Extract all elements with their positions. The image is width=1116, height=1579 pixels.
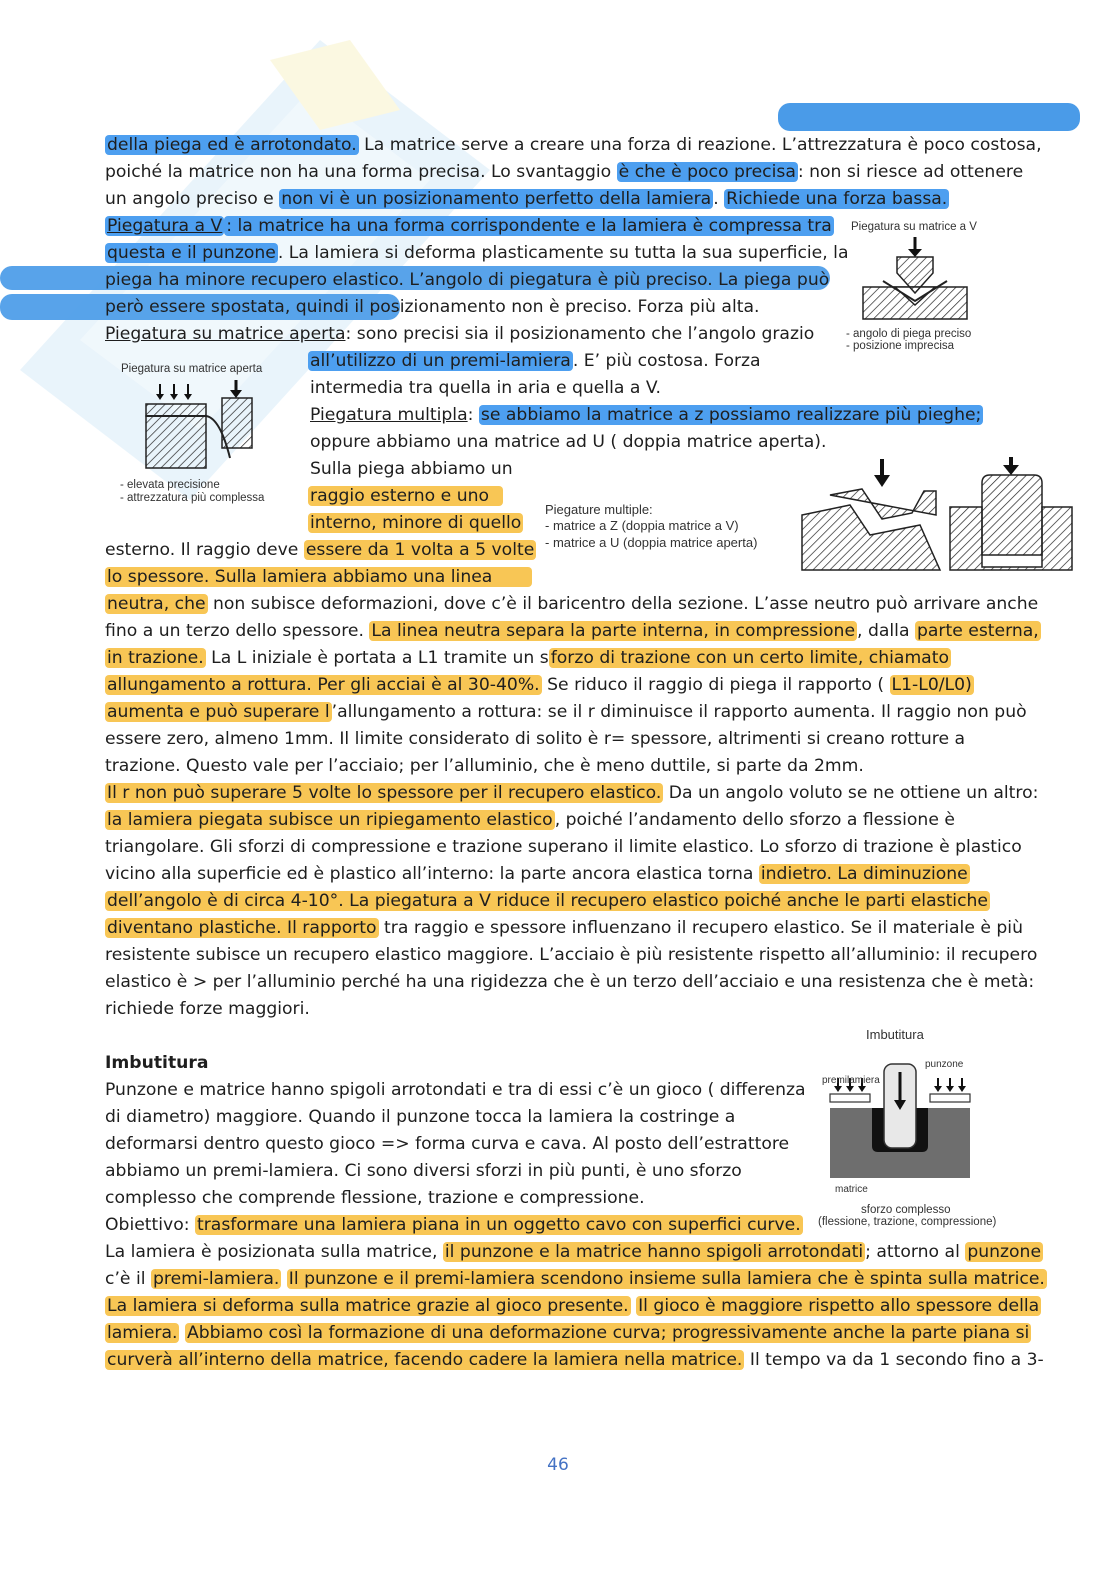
text-line: di diametro) maggiore. Quando il punzone tocca la lamiera la costringe a	[105, 1107, 736, 1127]
text-line: essere zero, almeno 1mm. Il limite considerato di solito è r= spessore, altrimenti si creano rotture a	[105, 729, 966, 749]
figure-caption: Imbutitura	[866, 1027, 924, 1042]
highlight-stroke	[778, 103, 1080, 131]
open-die-diagram	[140, 378, 270, 473]
figure-note: (flessione, trazione, compressione)	[818, 1216, 997, 1228]
text-line: esterno. Il raggio deve essere da 1 volta a 5 volte	[105, 540, 535, 560]
figure-label: matrice	[835, 1184, 868, 1195]
text-line: neutra, che non subisce deformazioni, dove c’è il baricentro della sezione. L’asse neutro può arrivare anche	[107, 594, 1039, 614]
text-line: all’utilizzo di un premi-lamiera . E’ più costosa. Forza	[310, 351, 761, 371]
figure-note: - matrice a Z (doppia matrice a V)	[545, 518, 739, 533]
text-line: poiché la matrice non ha una forma precisa. Lo svantaggio è che è poco precisa : non si riesce ad ottenere	[105, 162, 1024, 182]
figure-label: punzone	[925, 1059, 964, 1070]
figure-note: sforzo complesso	[861, 1204, 951, 1216]
text-line: lo spessore. Sulla lamiera abbiamo una linea	[105, 564, 532, 590]
text-line: dell’angolo è di circa 4-10°. La piegatura a V riduce il recupero elastico poiché anche le parti elastiche	[107, 891, 989, 911]
text-line: piega ha minore recupero elastico. L’angolo di piegatura è più preciso. La piega può	[105, 270, 830, 290]
figure-note: - matrice a U (doppia matrice aperta)	[545, 535, 758, 550]
text-line: diventano plastiche. Il rapporto tra raggio e spessore influenzano il recupero elastico. Se il materiale è più	[107, 918, 1023, 938]
text-line: raggio esterno e uno	[308, 483, 503, 509]
text-line: curverà all’interno della matrice, facendo cadere la lamiera nella matrice. Il tempo va da 1 secondo fino a 3-	[107, 1350, 1044, 1370]
figure-label: premilamiera	[822, 1075, 880, 1086]
text-line: un angolo preciso e non vi è un posizionamento perfetto della lamiera . Richiede una forza bassa.	[105, 189, 948, 209]
text-line: fino a un terzo dello spessore. La linea neutra separa la parte interna, in compressione , dalla parte esterna,	[105, 621, 1039, 641]
v-die-diagram	[855, 235, 975, 325]
figure-caption: Piegatura su matrice aperta	[121, 363, 263, 375]
text-line: complesso che comprende flessione, trazione e compressione.	[105, 1188, 645, 1208]
text-line: deformarsi dentro questo gioco => forma curva e cava. Al posto dell’estrattore	[105, 1134, 790, 1154]
text-line: La lamiera è posizionata sulla matrice, il punzone e la matrice hanno spigoli arrotondati ; attorno al punzone	[105, 1242, 1042, 1262]
text-line: Il r non può superare 5 volte lo spessore per il recupero elastico. Da un angolo voluto se ne ottiene un altro:	[107, 783, 1039, 803]
text-line: interno, minore di quello	[310, 513, 522, 533]
text-line: Piegatura a V : la matrice ha una forma corrispondente e la lamiera è compressa tra	[107, 216, 832, 236]
text-line: intermedia tra quella in aria e quella a V.	[310, 378, 661, 398]
text-line: resistente subisce un recupero elastico maggiore. L’acciaio è più resistente rispetto all’alluminio: il recupero	[105, 945, 1038, 965]
text-line: Piegatura multipla: se abbiamo la matrice a z possiamo realizzare più pieghe;	[310, 405, 982, 425]
text-line: la lamiera piegata subisce un ripiegamento elastico , poiché l’andamento dello sforzo a flessione è	[107, 810, 955, 830]
page-number: 46	[547, 1455, 569, 1475]
figure-note: - angolo di piega preciso	[846, 328, 972, 340]
text-line: Sulla piega abbiamo un	[310, 459, 513, 479]
text-line: in trazione. La L iniziale è portata a L1 tramite un s forzo di trazione con un certo limite, chiamato	[107, 648, 949, 668]
text-line: oppure abbiamo una matrice ad U ( doppia matrice aperta).	[310, 432, 827, 452]
text-line: aumenta e può superare l ’allungamento a rottura: se il r diminuisce il rapporto aumenta. Il raggio non può	[107, 702, 1027, 722]
multiple-bend-diagram	[800, 455, 1075, 573]
text-line: La lamiera si deforma sulla matrice grazie al gioco presente. Il gioco è maggiore rispetto allo spessore della	[107, 1296, 1040, 1316]
text-line: Obiettivo: trasformare una lamiera piana in un oggetto cavo con superfici curve.	[105, 1215, 801, 1235]
text-line: c’è il premi-lamiera. Il punzone e il premi-lamiera scendono insieme sulla lamiera che è spinta sulla matrice.	[105, 1269, 1045, 1289]
text-line: questa e il punzone . La lamiera si deforma plasticamente su tutta la sua superficie, la	[107, 243, 849, 263]
figure-caption: Piegature multiple:	[545, 502, 653, 517]
figure-note: - posizione imprecisa	[846, 340, 955, 352]
text-line: triangolare. Gli sforzi di compressione e trazione superano il limite elastico. Lo sforzo di trazione è plastico	[105, 837, 1022, 857]
figure-note: - elevata precisione	[120, 479, 220, 491]
text-line: richiede forze maggiori.	[105, 999, 310, 1019]
text-line: abbiamo un premi-lamiera. Ci sono diversi sforzi in più punti, è uno sforzo	[105, 1161, 742, 1181]
text-line: della piega ed è arrotondato. La matrice serve a creare una forza di reazione. L’attrezzatura è poco costosa,	[107, 135, 1042, 155]
text-line: Punzone e matrice hanno spigoli arrotondati e tra di essi c’è un gioco ( differenza	[105, 1080, 806, 1100]
figure-note: - attrezzatura più complessa	[120, 492, 265, 504]
text-line: allungamento a rottura. Per gli acciai è al 30-40%. Se riduco il raggio di piega il rapporto ( L1-L0/L0)	[107, 675, 972, 695]
text-line: elastico è > per l’alluminio perché ha una rigidezza che è un terzo dell’acciaio e una resistenza che è metà:	[105, 972, 1035, 992]
text-line: lamiera. Abbiamo così la formazione di una deformazione curva; progressivamente anche la parte piana si	[107, 1323, 1030, 1343]
section-heading: Imbutitura	[105, 1053, 209, 1073]
text-line: trazione. Questo vale per l’acciaio; per l’alluminio, che è meno duttile, si parte da 2mm.	[105, 756, 864, 776]
text-line: però essere spostata, quindi il posizionamento non è preciso. Forza più alta.	[105, 297, 760, 317]
text-line: Piegatura su matrice aperta: sono precisi sia il posizionamento che l’angolo grazio	[105, 324, 815, 344]
figure-caption: Piegatura su matrice a V	[851, 221, 977, 233]
text-line: vicino alla superficie ed è plastico all’interno: la parte ancora elastica torna indietro. La diminuzione	[105, 864, 968, 884]
